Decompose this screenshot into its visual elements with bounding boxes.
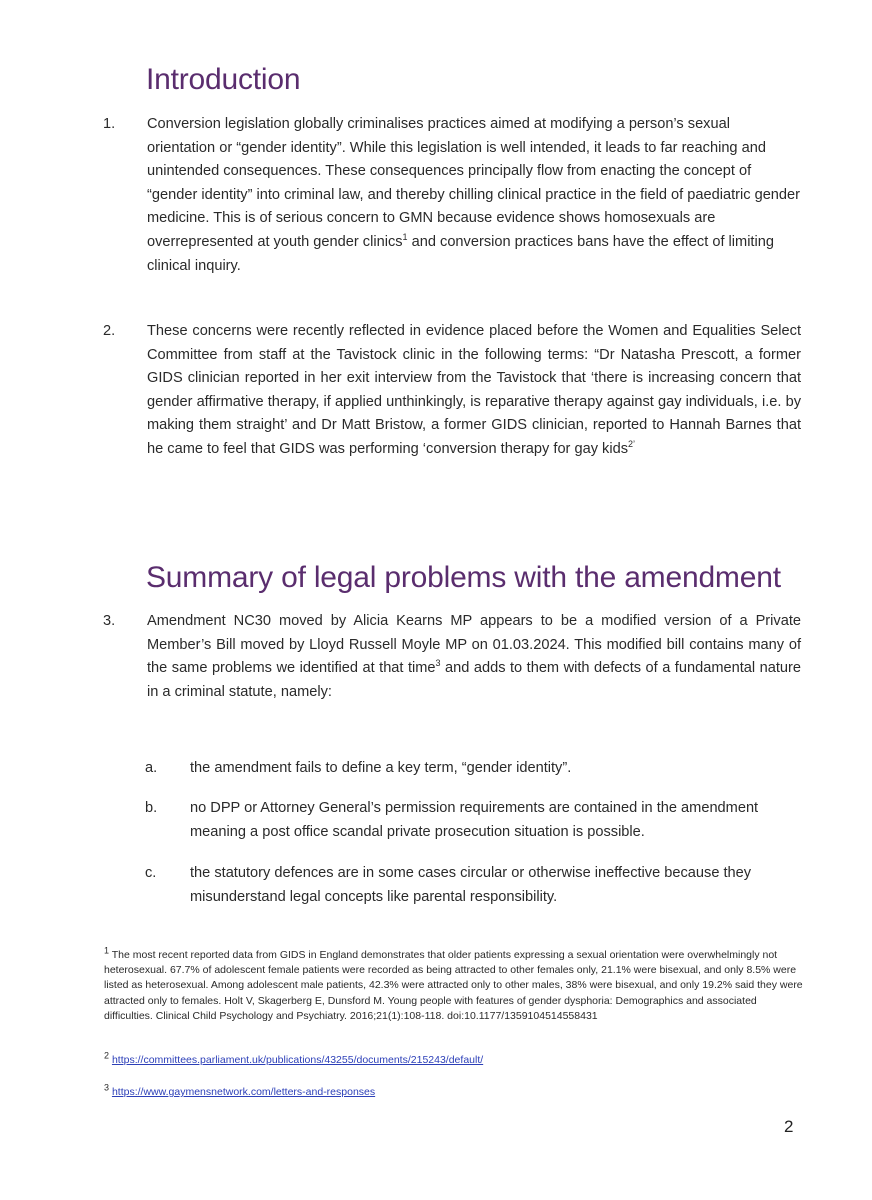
footnote-marker: 1 xyxy=(104,945,110,956)
list-item-text: the statutory defences are in some cases circular or otherwise ineffective because they misunderstand legal concepts like parental responsibility. xyxy=(190,865,752,905)
list-item-b xyxy=(145,797,801,844)
paragraph-3 xyxy=(103,610,801,704)
footnote-2 xyxy=(104,1050,804,1068)
footnote-link[interactable]: https://committees.parliament.uk/publications/43255/documents/215243/default/ xyxy=(111,1054,484,1066)
paragraph-number: 2. xyxy=(103,323,116,339)
paragraph-number: 3. xyxy=(103,613,116,629)
paragraph-1 xyxy=(103,113,801,278)
paragraph-2 xyxy=(103,320,801,462)
footnote-marker: 2 xyxy=(104,1050,110,1061)
heading-introduction: Introduction xyxy=(146,63,301,96)
footnote-text: The most recent reported data from GIDS in England demonstrates that older patients expressing a sexual orientation were overwhelmingly not heterosexual. 67.7% of adolescent female patients were recorded as being attracted to other females only, 21.1% were bisexual, and only 8.5% were listed as heterosexual. Among adolescent male patients, 42.3% were attracted only to other males, 38% were bisexual, and only 19.2% said they were attracted only to females. Holt V, Skagerberg E, Dunsford M. Young people with features of gender dysphoria: Demographics and associated difficulties. Clinical Child Psychology and Psychiatry. 2016;21(1):108-118. doi:10.1177/1359104514558431 xyxy=(104,949,803,1022)
footnote-ref-3[interactable]: 3 xyxy=(435,658,441,669)
paragraph-text: These concerns were recently reflected in evidence placed before the Women and Equalities Select Committee from staff at the Tavistock clinic in the following terms: “Dr Natasha Prescott, a former GIDS clinician reported in her exit interview from the Tavistock that ‘there is increasing concern that gender affirmative therapy, if applied unthinkingly, is reparative therapy against gay individuals, i.e. by making them straight’ and Dr Matt Bristow, a former GIDS clinician, reported to Hannah Barnes that he came to feel that GIDS was performing ‘conversion therapy for gay kids$^{2’}$ xyxy=(147,323,801,457)
list-item-text: no DPP or Attorney General’s permission requirements are contained in the amendment meaning a post office scandal private prosecution situation is possible. xyxy=(190,800,759,840)
paragraph-number: 1. xyxy=(103,116,116,132)
heading-summary: Summary of legal problems with the amendment xyxy=(146,561,781,594)
list-item-a xyxy=(145,757,801,781)
list-item-text: the amendment fails to define a key term, “gender identity”. xyxy=(190,760,572,776)
footnote-link[interactable]: https://www.gaymensnetwork.com/letters-and-responses xyxy=(111,1086,376,1098)
page-number: 2 xyxy=(784,1117,794,1136)
footnote-marker: 3 xyxy=(104,1082,110,1093)
paragraph-text: Amendment NC30 moved by Alicia Kearns MP appears to be a modified version of a Private Member’s Bill moved by Lloyd Russell Moyle MP on 01.03.2024. This modified bill contains many of the same problems we identified at that time$^3$ and adds to them with defects of a fundamental nature in a criminal statute, namely: xyxy=(147,613,801,700)
footnote-ref-2[interactable]: 2’ xyxy=(628,439,636,450)
list-item-c xyxy=(145,862,801,909)
footnote-ref-1[interactable]: 1 xyxy=(402,232,408,243)
list-marker: a. xyxy=(145,760,158,776)
paragraph-text: Conversion legislation globally criminalises practices aimed at modifying a person’s sexual orientation or “gender identity”. While this legislation is well intended, it leads to far reaching and unintended consequences. These consequences principally flow from enacting the concept of “gender identity” into criminal law, and thereby chilling clinical practice in the field of paediatric gender medicine. This is of serious concern to GMN because evidence shows homosexuals are overrepresented at youth gender clinics$^1$ and conversion practices bans have the effect of limiting clinical inquiry. xyxy=(147,116,801,274)
footnote-3 xyxy=(104,1082,804,1100)
list-marker: b. xyxy=(145,800,158,816)
footnote-1 xyxy=(104,945,804,1024)
list-marker: c. xyxy=(145,865,157,881)
